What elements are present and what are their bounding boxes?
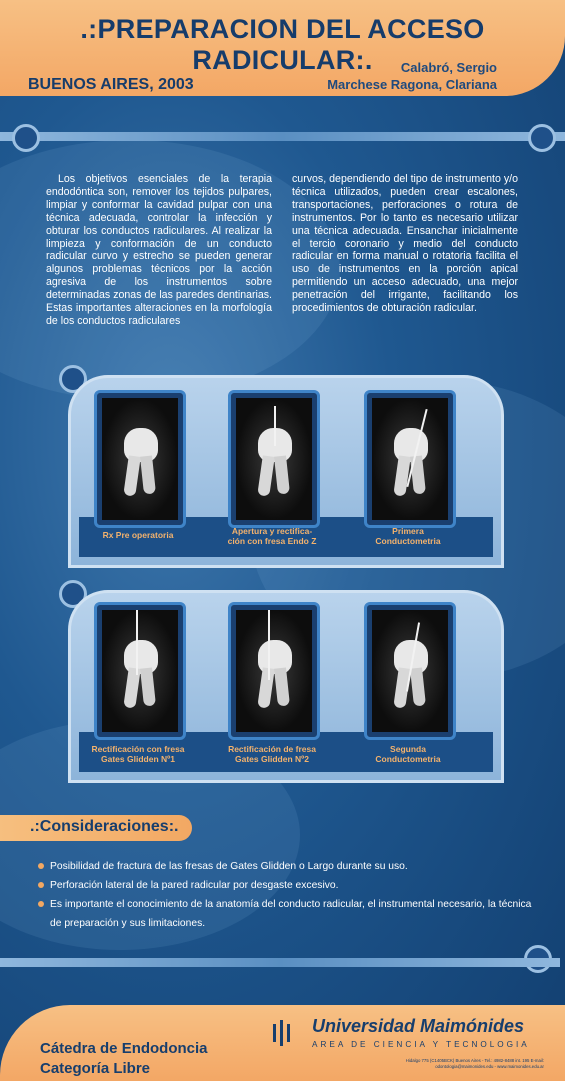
caption-3: Primera Conductometria <box>375 526 441 546</box>
caption-1: Rx Pre operatoria <box>102 530 174 540</box>
bullet-icon <box>38 901 44 907</box>
divider-bar <box>0 132 565 141</box>
university-logo-icon <box>272 1020 292 1046</box>
decor-dot <box>12 124 40 152</box>
xray-image <box>364 390 456 528</box>
section-title: .:Consideraciones:. <box>30 818 179 835</box>
intro-text-right: curvos, dependiendo del tipo de instrumento y/o técnica utilizados, pueden crear escalones, transportaciones, perforaciones o rotura de instrumentos. Por lo tanto es necesario utilizar una técnica adecuada. Ensanchar inicialmente el tercio coronario y medio del conducto radicular en forma manual o rotatoria facilita el uso de instrumentos en la porción apical permitiendo un acceso adecuado, una mejor penetración del irrigante, facilitando los procedimientos de obturación radicular. <box>292 173 518 315</box>
list-item: Perforación lateral de la pared radicular por desgaste excesivo. <box>38 876 538 895</box>
intro-text-left: Los objetivos esenciales de la terapia endodóntica son, remover los tejidos pulpares, limpiar y conformar la cavidad pulpar con una técnica adecuada, controlar la infección y obturar los conductos radiculares. Al realizar la limpieza y conformación de un conducto radicular curvo y estrecho se pueden generar algunos problemas técnicos por la acción agresiva de los instrumentos sobre determinadas zonas de las paredes dentinarias. Estas importantes alteraciones en la morfología de los conductos radiculares <box>46 173 272 327</box>
xray-image <box>94 390 186 528</box>
university-tagline: AREA DE CIENCIA Y TECNOLOGIA <box>312 1040 530 1049</box>
caption-5: Rectificación de fresa Gates Glidden Nº2 <box>228 744 316 764</box>
city-year: BUENOS AIRES, 2003 <box>28 76 194 93</box>
bullet-icon <box>38 882 44 888</box>
list-item: Posibilidad de fractura de las fresas de Gates Glidden o Largo durante su uso. <box>38 857 538 876</box>
divider-bar <box>0 958 560 967</box>
categoria: Categoría Libre <box>40 1060 151 1077</box>
xray-image <box>228 390 320 528</box>
xray-image <box>228 602 320 740</box>
author-2: Marchese Ragona, Clariana <box>327 77 497 92</box>
poster-title: .:PREPARACION DEL ACCESO RADICULAR:. <box>80 14 485 75</box>
caption-6: Segunda Conductometria <box>375 744 441 764</box>
caption-2: Apertura y rectifica- ción con fresa Endo Z <box>227 526 317 546</box>
decor-dot <box>528 124 556 152</box>
university-name: Universidad Maimónides <box>312 1016 525 1036</box>
catedra: Cátedra de Endodoncia <box>40 1040 208 1057</box>
bullet-icon <box>38 863 44 869</box>
authors <box>327 59 497 93</box>
list-item: Es importante el conocimiento de la anatomía del conducto radicular, el instrumental necesario, la técnica de preparación y sus limitaciones. <box>38 895 538 933</box>
author-1: Calabró, Sergio <box>400 60 497 75</box>
xray-image <box>94 602 186 740</box>
caption-4: Rectificación con fresa Gates Glidden Nº1 <box>91 744 185 764</box>
xray-image <box>364 602 456 740</box>
university-contact: Hidalgo 775 (C1405BCK) Buenos Aires - Tel.: 4982-8488 int. 195 E-mail: odontologia@maimonides.edu - www.maimonides.edu.ar <box>405 1058 544 1069</box>
